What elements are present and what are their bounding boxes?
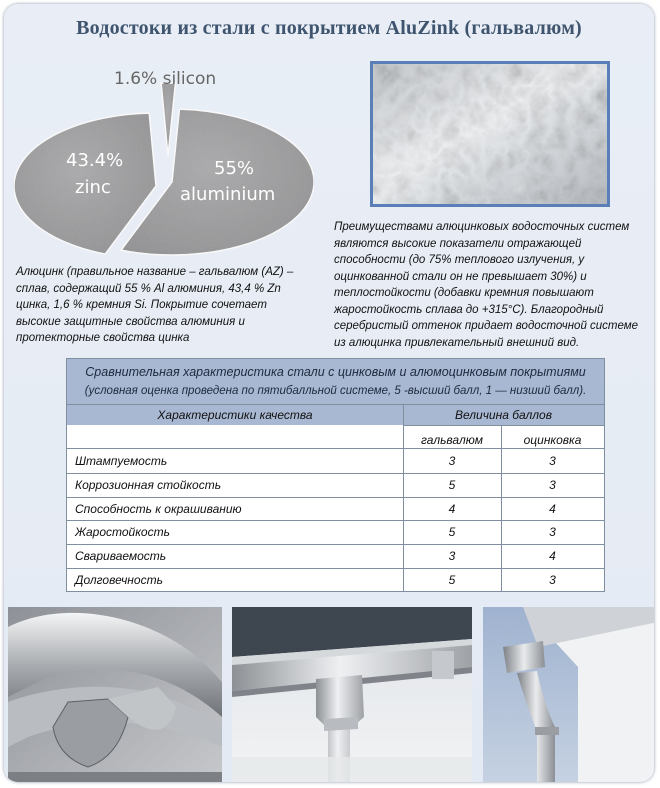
table-cell-galvanized: 4: [549, 549, 556, 564]
page-frame: [4, 4, 654, 782]
table-cell-galvanized: 3: [549, 454, 556, 468]
table-cell-galvalume: 4: [448, 501, 456, 516]
table-caption-note: (условная оценка проведена по пятибалльной системе, 5 -высший балл, 1 — низший балл).: [84, 385, 587, 397]
slice-label-silicon: 1.6% silicon: [114, 69, 217, 89]
table-cell-galvanized: 3: [549, 525, 556, 540]
aluzinc-texture-image: [370, 61, 610, 207]
downpipe-photo: [483, 607, 654, 782]
pie-slice-silicon: [161, 83, 175, 156]
table-cell-galvanized: 3: [549, 477, 556, 492]
table-cell-galvalume: 3: [448, 549, 456, 564]
page-title: Водостоки из стали с покрытием AluZink (гальвалюм): [76, 17, 582, 39]
slice-label-aluminium-value: 55%: [214, 158, 255, 179]
composition-paragraph: Алюцинк (правильное название – гальвалюм (AZ) – сплав, содержащий 55 % Al алюминия, 43,4 % Zn цинка, 1,6 % кремния Si. Покрытие сочетает высокие защитные свойства алюминия и протекторные свойства цинка: [16, 266, 294, 344]
column-header-quality: Характеристики качества: [157, 408, 313, 422]
table-header-row: [67, 404, 604, 425]
table-caption: [67, 359, 604, 404]
slice-label-zinc-value: 43.4%: [66, 150, 124, 171]
table-cell-galvanized: 3: [549, 573, 556, 587]
comparison-table: [66, 358, 605, 592]
table-cell-name: Коррозионная стойкость: [75, 477, 222, 492]
table-cell-galvalume: 5: [448, 525, 456, 540]
gutter-outlet-photo: [232, 607, 472, 782]
composition-pie-chart: [14, 59, 314, 259]
table-cell-name: Штампуемость: [75, 454, 168, 468]
gutter-elbow-photo: [8, 607, 222, 782]
table-caption-title: Сравнительная характеристика стали с цинковым и алюмоцинковым покрытиями: [85, 365, 586, 379]
table-cell-galvalume: 3: [448, 454, 456, 468]
subheader-galvanized: оцинковка: [523, 433, 582, 447]
table-cell-galvanized: 4: [549, 501, 556, 516]
table-cell-name: Жаростойкость: [75, 525, 170, 540]
subheader-galvalume: гальвалюм: [421, 433, 483, 447]
column-header-score: Величина баллов: [455, 408, 552, 422]
advantages-paragraph: Преимуществами алюцинковых водосточных систем являются высокие показатели отражающей способности (до 75% теплового излучения, у оцинкованной стали он не превышает 30%) и теплостойкости (добавки кремния повышают жаростойкость сплава до +315°С). Благородный серебристый оттенок придает водосточной системе из алюцинка привлекательный внешний вид.: [334, 221, 639, 349]
slice-label-zinc-name: zinc: [75, 177, 111, 198]
slice-label-aluminium-name: aluminium: [180, 184, 276, 205]
table-cell-name: Способность к окрашиванию: [75, 501, 242, 516]
table-cell-galvalume: 5: [448, 477, 456, 492]
table-cell-name: Долговечность: [75, 573, 163, 587]
table-cell-name: Свариваемость: [75, 549, 167, 564]
table-cell-galvalume: 5: [448, 573, 456, 587]
